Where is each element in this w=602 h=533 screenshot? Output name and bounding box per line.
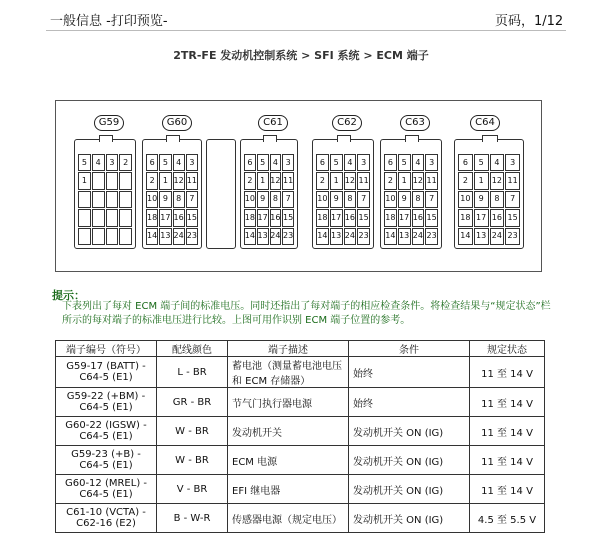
connector-pin: 1 — [330, 172, 343, 189]
connector-pin: 4 — [270, 154, 282, 171]
connector-pin: 17 — [474, 209, 489, 226]
spec-cell: 11 至 14 V — [470, 446, 545, 475]
connector-pin: 11 — [357, 172, 370, 189]
connector-pin: 3 — [505, 154, 520, 171]
wire-color-cell: GR - BR — [157, 388, 228, 417]
connector-pin: 8 — [344, 191, 357, 208]
connector-pin: 1 — [159, 172, 171, 189]
wire-color-cell: L - BR — [157, 357, 228, 388]
connector-pin: 15 — [282, 209, 294, 226]
connector-pin: 14 — [316, 228, 329, 245]
connector-pin: 5 — [78, 154, 91, 171]
connector-notch — [263, 135, 276, 142]
connector-pin: 11 — [282, 172, 294, 189]
ecm-connector-diagram — [55, 100, 542, 272]
wire-color-cell: W - BR — [157, 417, 228, 446]
connector-pin: 4 — [490, 154, 505, 171]
description-cell: 节气门执行器电源 — [228, 388, 349, 417]
connector-pin: 16 — [490, 209, 505, 226]
connector-pin: 24 — [490, 228, 505, 245]
hint-label: 提示： — [52, 289, 85, 302]
connector-pin: 13 — [159, 228, 171, 245]
connector-pin: 12 — [270, 172, 282, 189]
terminal-cell: G60-22 (IGSW) - C64-5 (E1) — [56, 417, 157, 446]
connector-pin: 15 — [505, 209, 520, 226]
connector-pin: 24 — [412, 228, 425, 245]
col-spec: 规定状态 — [470, 341, 545, 357]
connector-pin: 18 — [458, 209, 473, 226]
connector-pin: 3 — [282, 154, 294, 171]
connector-pin: 4 — [344, 154, 357, 171]
connector-pin — [92, 172, 105, 189]
document-title: 一般信息 -打印预览- — [50, 14, 168, 29]
connector-pin: 13 — [474, 228, 489, 245]
connector-pin: 9 — [398, 191, 411, 208]
connector-pin: 16 — [344, 209, 357, 226]
connector-pin — [92, 191, 105, 208]
table-row — [56, 504, 545, 533]
header-divider — [46, 30, 566, 31]
connector-pin: 13 — [257, 228, 269, 245]
col-condition: 条件 — [349, 341, 470, 357]
connector-pin: 23 — [357, 228, 370, 245]
connector-pin: 24 — [270, 228, 282, 245]
connector-notch — [482, 135, 498, 142]
connector-pin: 14 — [146, 228, 158, 245]
connector-pin: 18 — [244, 209, 256, 226]
connector-pin: 1 — [474, 172, 489, 189]
connector-pin: 10 — [458, 191, 473, 208]
connector-pin: 6 — [384, 154, 397, 171]
condition-cell: 发动机开关 ON (IG) — [349, 417, 470, 446]
connector-pin: 13 — [330, 228, 343, 245]
connector-pin: 1 — [78, 172, 91, 189]
terminal-cell: G59-22 (+BM) - C64-5 (E1) — [56, 388, 157, 417]
connector-pin: 9 — [330, 191, 343, 208]
connector-pin: 10 — [146, 191, 158, 208]
table-row — [56, 446, 545, 475]
connector-pin: 6 — [458, 154, 473, 171]
terminal-voltage-table — [55, 340, 545, 533]
connector-pin: 3 — [357, 154, 370, 171]
connector-pin: 18 — [384, 209, 397, 226]
connector-pin: 6 — [244, 154, 256, 171]
connector-label-c63: C63 — [400, 115, 430, 131]
connector-pin: 15 — [357, 209, 370, 226]
connector-label-c62: C62 — [332, 115, 362, 131]
connector-pin: 2 — [244, 172, 256, 189]
connector-pin — [119, 191, 132, 208]
description-cell: 蓄电池（测量蓄电池电压和 ECM 存储器） — [228, 357, 349, 388]
connector-pin: 6 — [146, 154, 158, 171]
connector-pin: 9 — [159, 191, 171, 208]
connector-pin: 3 — [425, 154, 438, 171]
connector-pin: 9 — [474, 191, 489, 208]
connector-c62 — [312, 139, 374, 249]
connector-pin: 9 — [257, 191, 269, 208]
connector-pin: 14 — [244, 228, 256, 245]
connector-pin — [78, 209, 91, 226]
connector-pin: 5 — [330, 154, 343, 171]
connector-pin: 10 — [384, 191, 397, 208]
col-terminal: 端子编号（符号） — [56, 341, 157, 357]
connector-notch — [99, 135, 113, 142]
terminal-cell: C61-10 (VCTA) - C62-16 (E2) — [56, 504, 157, 533]
wire-color-cell: B - W-R — [157, 504, 228, 533]
connector-pin — [106, 191, 119, 208]
connector-pin — [78, 228, 91, 245]
wire-color-cell: V - BR — [157, 475, 228, 504]
connector-pin: 5 — [398, 154, 411, 171]
connector-pin: 2 — [146, 172, 158, 189]
connector-pin: 4 — [92, 154, 105, 171]
connector-pin: 18 — [316, 209, 329, 226]
connector-pin: 15 — [425, 209, 438, 226]
connector-pin: 5 — [474, 154, 489, 171]
connector-pin: 23 — [282, 228, 294, 245]
connector-pin: 15 — [186, 209, 198, 226]
connector-pin: 14 — [458, 228, 473, 245]
col-wire-color: 配线颜色 — [157, 341, 228, 357]
connector-pin: 24 — [173, 228, 185, 245]
connector-pin — [106, 228, 119, 245]
connector-pin: 12 — [490, 172, 505, 189]
connector-pin — [119, 172, 132, 189]
connector-pin: 6 — [316, 154, 329, 171]
connector-pin: 8 — [412, 191, 425, 208]
connector-pin: 2 — [458, 172, 473, 189]
connector-pin — [106, 209, 119, 226]
condition-cell: 发动机开关 ON (IG) — [349, 475, 470, 504]
terminal-cell: G59-17 (BATT) - C64-5 (E1) — [56, 357, 157, 388]
connector-pin: 12 — [344, 172, 357, 189]
connector-pin — [119, 228, 132, 245]
breadcrumb: 2TR-FE 发动机控制系统 > SFI 系统 > ECM 端子 — [173, 49, 429, 62]
connector-pin: 5 — [257, 154, 269, 171]
description-cell: 发动机开关 — [228, 417, 349, 446]
connector-label-g59: G59 — [94, 115, 124, 131]
spec-cell: 11 至 14 V — [470, 417, 545, 446]
connector-pin: 24 — [344, 228, 357, 245]
connector-pin — [78, 191, 91, 208]
connector-pin: 12 — [412, 172, 425, 189]
connector-pin — [106, 172, 119, 189]
connector-pin: 17 — [257, 209, 269, 226]
terminal-cell: G59-23 (+B) - C64-5 (E1) — [56, 446, 157, 475]
connector-pin: 10 — [244, 191, 256, 208]
connector-pin: 13 — [398, 228, 411, 245]
connector-notch — [337, 135, 351, 142]
connector-pin: 18 — [146, 209, 158, 226]
condition-cell: 始终 — [349, 388, 470, 417]
connector-pin: 17 — [398, 209, 411, 226]
connector-pin: 7 — [425, 191, 438, 208]
connector-pin: 11 — [505, 172, 520, 189]
connector-pin: 3 — [106, 154, 119, 171]
connector-notch — [405, 135, 419, 142]
table-header-row — [56, 341, 545, 357]
connector-label-c64: C64 — [470, 115, 500, 131]
connector-pin: 3 — [186, 154, 198, 171]
connector-label-g60: G60 — [162, 115, 192, 131]
connector-pin: 11 — [186, 172, 198, 189]
connector-pin: 1 — [257, 172, 269, 189]
connector-pin: 7 — [357, 191, 370, 208]
spec-cell: 4.5 至 5.5 V — [470, 504, 545, 533]
connector-pin: 17 — [330, 209, 343, 226]
connector-pin: 5 — [159, 154, 171, 171]
connector-g60 — [142, 139, 202, 249]
connector-spacer-block — [206, 139, 236, 249]
connector-pin: 8 — [270, 191, 282, 208]
connector-pin: 8 — [490, 191, 505, 208]
connector-c64 — [454, 139, 524, 249]
connector-pin: 14 — [384, 228, 397, 245]
connector-pin: 2 — [119, 154, 132, 171]
spec-cell: 11 至 14 V — [470, 475, 545, 504]
connector-pin: 12 — [173, 172, 185, 189]
connector-pin: 7 — [186, 191, 198, 208]
connector-pin: 7 — [505, 191, 520, 208]
table-row — [56, 388, 545, 417]
connector-pin: 2 — [384, 172, 397, 189]
connector-notch — [166, 135, 180, 142]
connector-pin: 1 — [398, 172, 411, 189]
connector-pin: 4 — [173, 154, 185, 171]
condition-cell: 发动机开关 ON (IG) — [349, 446, 470, 475]
connector-label-c61: C61 — [258, 115, 288, 131]
wire-color-cell: W - BR — [157, 446, 228, 475]
connector-pin: 10 — [316, 191, 329, 208]
condition-cell: 始终 — [349, 357, 470, 388]
hint-text: 下表列出了每对 ECM 端子间的标准电压。同时还指出了每对端子的相应检查条件。将检查结果与“规定状态”栏所示的每对端子的标准电压进行比较。上图可用作识别 ECM 端子位置的参考。 — [62, 301, 551, 326]
connector-pin: 2 — [316, 172, 329, 189]
connector-pin — [92, 228, 105, 245]
connector-pin — [119, 209, 132, 226]
description-cell: 传感器电源（规定电压） — [228, 504, 349, 533]
connector-pin: 4 — [412, 154, 425, 171]
table-row — [56, 417, 545, 446]
connector-pin: 8 — [173, 191, 185, 208]
description-cell: EFI 继电器 — [228, 475, 349, 504]
connector-pin: 11 — [425, 172, 438, 189]
table-row — [56, 357, 545, 388]
connector-pin: 16 — [412, 209, 425, 226]
connector-pin: 16 — [270, 209, 282, 226]
terminal-cell: G60-12 (MREL) - C64-5 (E1) — [56, 475, 157, 504]
connector-pin: 23 — [186, 228, 198, 245]
connector-pin: 16 — [173, 209, 185, 226]
connector-c63 — [380, 139, 442, 249]
page-number: 页码，1/12 — [495, 14, 564, 29]
connector-pin: 17 — [159, 209, 171, 226]
connector-c61 — [240, 139, 298, 249]
condition-cell: 发动机开关 ON (IG) — [349, 504, 470, 533]
col-description: 端子描述 — [228, 341, 349, 357]
spec-cell: 11 至 14 V — [470, 357, 545, 388]
connector-pin — [92, 209, 105, 226]
connector-pin: 7 — [282, 191, 294, 208]
table-row — [56, 475, 545, 504]
connector-g59 — [74, 139, 136, 249]
connector-pin: 23 — [505, 228, 520, 245]
connector-pin: 23 — [425, 228, 438, 245]
spec-cell: 11 至 14 V — [470, 388, 545, 417]
description-cell: ECM 电源 — [228, 446, 349, 475]
